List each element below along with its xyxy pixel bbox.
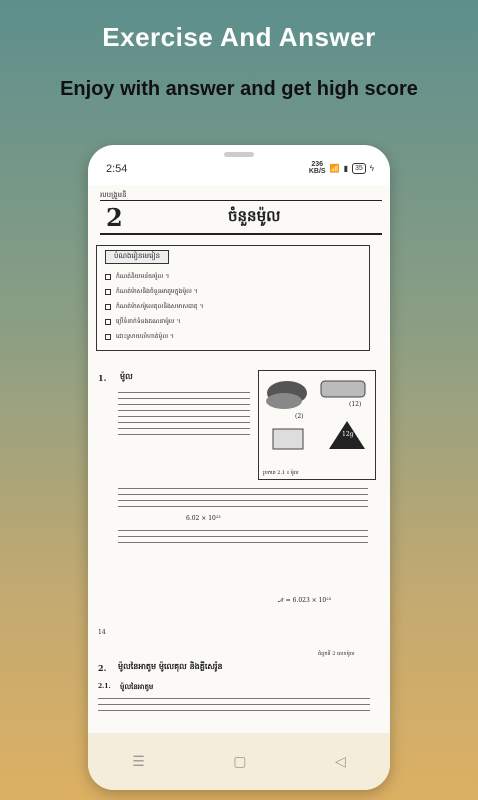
- phone-frame: [88, 145, 390, 790]
- body-text-block: [118, 525, 368, 548]
- objective-item: ប្រើទំនាក់ទំនងគណនាម៉ូល ។: [105, 317, 181, 326]
- android-nav-bar: [88, 733, 390, 790]
- status-icons: [309, 161, 374, 175]
- promo-headline: Exercise And Answer: [102, 22, 376, 52]
- status-time: 2:54: [106, 163, 128, 175]
- chapter-title: ចំនួនម៉ូល: [228, 207, 281, 225]
- section-title: ម៉ូល: [120, 371, 133, 381]
- formula: 6.02 × 10²³: [186, 515, 221, 522]
- net-speed: 236 KB/S: [308, 161, 326, 175]
- section-number: 1.: [98, 373, 107, 383]
- rule: [100, 200, 382, 201]
- page-number: 14: [98, 629, 106, 636]
- subsection-number: 2.1.: [98, 683, 111, 690]
- body-text-block: [98, 693, 370, 716]
- chapter-number: 2: [106, 203, 123, 232]
- promo-subline: Enjoy with answer and get high score: [60, 78, 418, 100]
- menu-icon[interactable]: ☰: [132, 753, 145, 769]
- battery-icon: 35: [352, 163, 366, 174]
- body-text-block: [118, 483, 368, 512]
- back-icon[interactable]: ◁: [334, 753, 346, 769]
- objective-item: កំណត់ម៉ាសនិងចំនួនអាតូមក្នុងម៉ូល ។: [105, 287, 198, 296]
- status-bar: [88, 145, 390, 185]
- section-number: 2.: [98, 663, 107, 673]
- formula: 𝒩 = 6.023 × 10²³: [278, 597, 332, 604]
- objective-item: កំណត់ម៉ាសម៉ូលេគុលនិងសមាសធាតុ ។: [105, 302, 203, 311]
- figure-box: (2) (12) 12g រូបភាព 2.1 ៖ ម៉ូល: [258, 370, 376, 480]
- body-text-block: [118, 387, 250, 440]
- objectives-box: [96, 245, 370, 351]
- signal-icon: ▮: [343, 163, 348, 173]
- home-icon[interactable]: ▢: [233, 753, 247, 769]
- subsection-title: ម៉ូលនៃអាតូម: [120, 682, 154, 691]
- objective-item: កំណត់និយមន័យម៉ូល ។: [105, 272, 169, 281]
- charging-icon: ϟ: [369, 163, 374, 173]
- figure-illustration: [259, 371, 375, 479]
- wifi-icon: 📶: [329, 163, 340, 173]
- page-footer: ជំពូកទី 2 លេខម៉ូល: [318, 651, 355, 657]
- speaker-notch: [224, 152, 254, 157]
- objective-item: ដោះស្រាយលំហាត់ម៉ូល ។: [105, 332, 174, 341]
- rule: [100, 233, 382, 235]
- section-title: ម៉ូលនៃអាតូម ម៉ូលេគុល និងគ្លីសេរ៉ូន: [118, 661, 223, 671]
- textbook-page[interactable]: [88, 185, 390, 733]
- figure-caption: រូបភាព 2.1 ៖ ម៉ូល: [263, 470, 299, 476]
- objectives-tag: បំណងរៀនមេរៀន: [105, 250, 169, 264]
- running-head: របបង្រួមនិ: [100, 191, 127, 199]
